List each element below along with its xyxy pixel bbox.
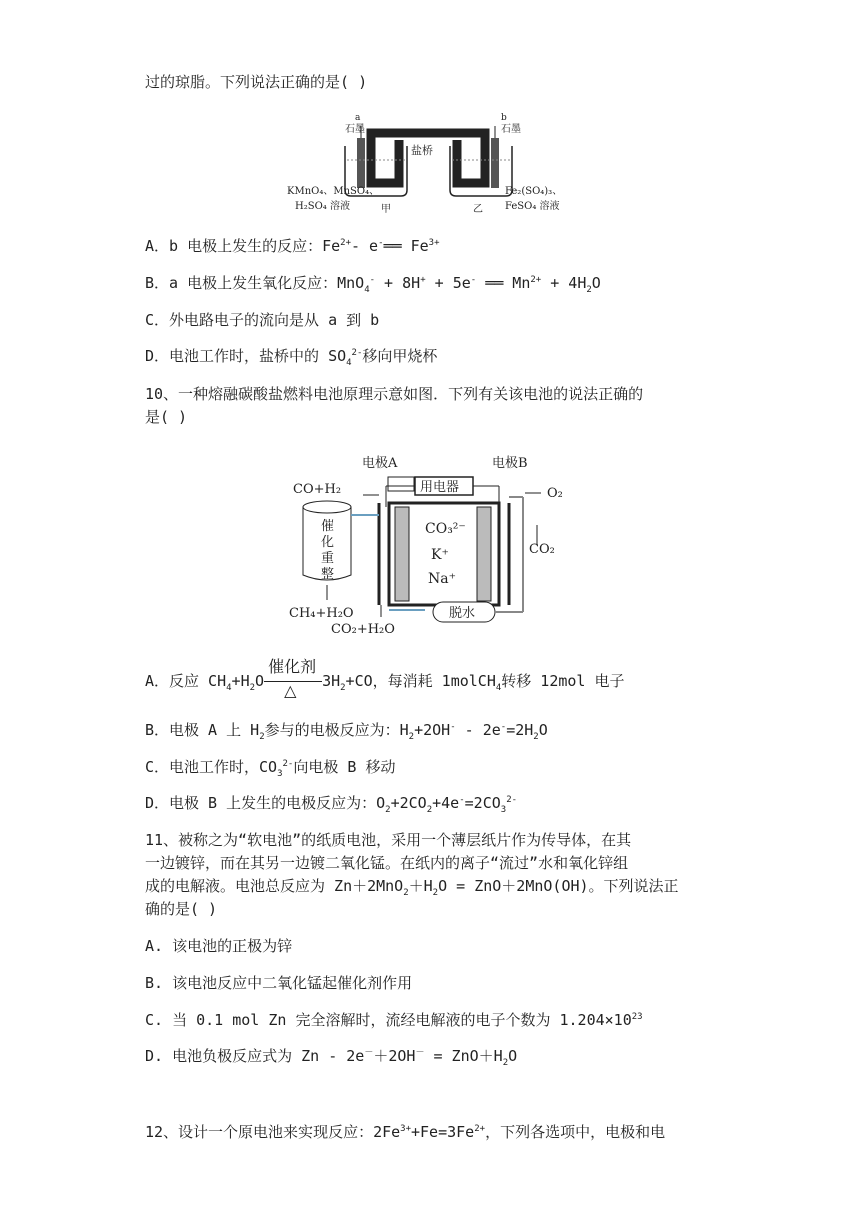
- electrode-b-label: b: [501, 113, 507, 123]
- q9-option-c: C．外电路电子的流向是从 a 到 b: [145, 311, 380, 329]
- beaker-right-label: 乙: [473, 204, 483, 215]
- catalyst-label: 催化剂: [268, 658, 317, 676]
- input-ch4-h2o-label: CH₄+H₂O: [289, 606, 354, 621]
- q9-option-b: B．a 电极上发生氧化反应：MnO$_4$- + 8H+ + 5e- ══ $Mn^{2+} + 4H_2O$: [145, 274, 601, 295]
- q10-option-d: D．电极 B 上发生的电极反应为：$O_2+2CO_2+4e^-=2CO_3^{2-}$: [145, 794, 518, 815]
- beaker-left-label: 甲: [381, 204, 391, 215]
- catalyst-condition: [264, 658, 322, 700]
- electrode-a-label: a: [355, 113, 361, 123]
- dehydrate-label: 脱水: [449, 606, 476, 621]
- q11-stem-line2: 一边镀锌，而在其另一边镀二氧化锰。在纸内的离子“流过”水和氧化锌组: [145, 854, 629, 872]
- q9-option-a: A．b 电极上发生的反应：$Fe^{2+}-$ e-══ $Fe^{3+}$: [145, 237, 440, 255]
- fuel-cell-figure: [285, 445, 575, 640]
- q12-stem: 12、设计一个原电池来实现反应：$2Fe^{3+}+Fe=3Fe^{2+}$，下列各选项中，电极和电: [145, 1123, 666, 1141]
- reformer-char-3: 重: [321, 551, 335, 566]
- q10-option-a: A．反应 $CH_4+H_2O$ 催化剂 △ $3H_2+CO$，每消耗 1molCH$_4$转移 12mol 电子: [145, 658, 625, 700]
- potassium-ion-label: K⁺: [431, 547, 449, 563]
- reformer-char-1: 催: [321, 519, 335, 534]
- output-co2-h2o-label: CO₂+H₂O: [331, 622, 395, 637]
- electrode-a-label: 电极A: [362, 456, 398, 471]
- right-solution-line1: Fe₂(SO₄)₃、: [505, 186, 563, 197]
- reformer-char-4: 整: [321, 567, 335, 582]
- q11-stem-line3: 成的电解液。电池总反应为 $Zn+2MnO_2+H_2O = ZnO+2MnO(OH)$。下列说法正: [145, 877, 679, 898]
- electrode-b-label: 电极B: [492, 456, 528, 471]
- electric-device-label: 用电器: [420, 480, 460, 495]
- q10-stem-line1: 10、一种熔融碳酸盐燃料电池原理示意如图．下列有关该电池的说法正确的: [145, 385, 644, 403]
- electrode-a-material: 石墨: [345, 124, 365, 135]
- q11-option-c: C. 当 0.1 mol Zn 完全溶解时，流经电解液的电子个数为 $1.204\times 10^{23}$: [145, 1011, 643, 1029]
- input-co-h2-label: CO+H₂: [293, 482, 342, 497]
- left-solution-line1: KMnO₄、MnSO₄、: [287, 186, 380, 197]
- sodium-ion-label: Na⁺: [428, 571, 456, 587]
- q11-stem-line1: 11、被称之为“软电池”的纸质电池，采用一个薄层纸片作为传导体，在其: [145, 831, 632, 849]
- left-solution-line2: H₂SO₄ 溶液: [295, 201, 350, 212]
- co2-input-label: CO₂: [529, 542, 555, 557]
- q10-option-c: C．电池工作时，$CO_3^{2-}$向电极 B 移动: [145, 758, 396, 779]
- q11-stem-line4: 确的是( ): [145, 900, 218, 918]
- q10-stem-line2: 是( ): [145, 408, 188, 426]
- carbonate-ion-label: CO₃²⁻: [425, 521, 466, 537]
- q10-option-b: B．电极 A 上 $H_2$参与的电极反应为：$H_2+2OH^- - 2e^-=2H_2O$: [145, 721, 548, 742]
- heat-symbol: △: [284, 682, 297, 700]
- reformer-char-2: 化: [321, 535, 335, 550]
- q9-option-d: D．电池工作时，盐桥中的 $SO_4^{2-}$移向甲烧杯: [145, 347, 438, 368]
- q11-option-a: A. 该电池的正极为锌: [145, 937, 293, 955]
- salt-bridge-label: 盐桥: [411, 144, 433, 157]
- salt-bridge-cell-figure: [285, 108, 575, 218]
- electrode-b-material: 石墨: [501, 124, 521, 135]
- right-solution-line2: FeSO₄ 溶液: [505, 201, 560, 212]
- oxygen-input-label: O₂: [547, 486, 563, 501]
- q11-option-b: B. 该电池反应中二氧化锰起催化剂作用: [145, 974, 413, 992]
- q11-option-d: D. 电池负极反应式为 $Zn - 2e^-+2OH^- = ZnO+H_2O$: [145, 1047, 518, 1068]
- intro-text: 过的琼脂。下列说法正确的是( ): [145, 73, 368, 91]
